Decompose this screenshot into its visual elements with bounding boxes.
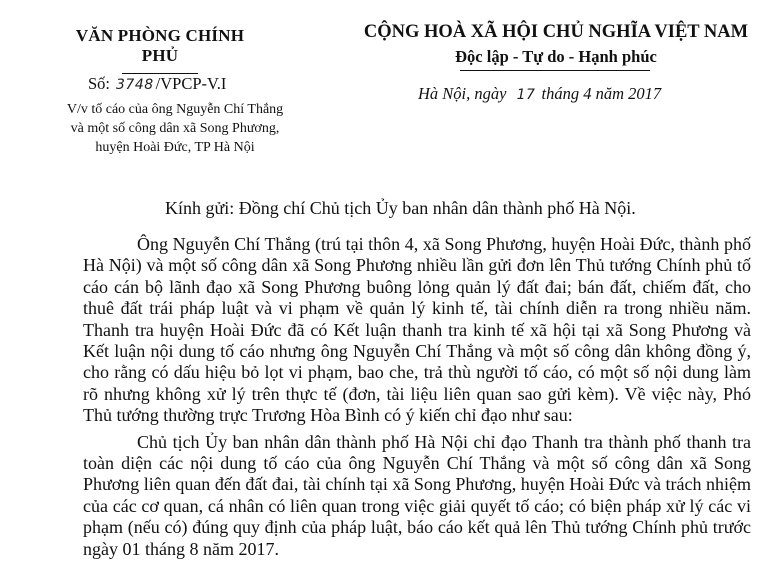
body-paragraph: Ông Nguyễn Chí Thắng (trú tại thôn 4, xã Song Phương, huyện Hoài Đức, thành phố Hà Nội) và một số công dân xã Song Phương nhiều lần gửi đơn lên Thủ tướng Chính phủ tố cáo cán bộ lãnh đạo xã Song Phương buông lỏng quản lý đất đai; bán đất, chiếm đất, cho thuê đất trái pháp luật và vi phạm về quản lý kinh tế, tài chính diễn ra trong nhiều năm. Thanh tra huyện Hoài Đức đã có Kết luận thanh tra kinh tế xã hội tại xã Song Phương và Kết luận nội dung tố cáo nhưng ông Nguyễn Chí Thắng và một số công dân không đồng ý, cho rằng có dấu hiệu bỏ lọt vi phạm, bao che, trả thù người tố cáo, có một số nội dung làm rõ nhưng không xử lý trên thực tế (đơn, tài liệu liên quan sao gửi kèm). Về việc này, Phó Thủ tướng thường trực Trương Hòa Bình có ý kiến chỉ đạo như sau: — [83, 234, 751, 426]
document-subject — [25, 100, 325, 157]
body-paragraph: Chủ tịch Ủy ban nhân dân thành phố Hà Nội chỉ đạo Thanh tra thành phố thanh tra toàn diện các nội dung tố cáo của ông Nguyễn Chí Thắng và một số công dân xã Song Phương liên quan đến đất đai, tài chính tại xã Song Phương, huyện Hoài Đức và trách nhiệm của các cơ quan, cá nhân có liên quan trong việc giải quyết tố cáo; có biện pháp xử lý các vi phạm (nếu có) đúng quy định của pháp luật, báo cáo kết quả lên Thủ tướng Chính phủ trước ngày 01 tháng 8 năm 2017. — [83, 431, 751, 559]
national-title: CỘNG HOÀ XÃ HỘI CHỦ NGHĨA VIỆT NAM — [363, 22, 749, 42]
document-number-suffix: /VPCP-V.I — [155, 74, 227, 93]
document-number-handwritten: 3748 — [116, 77, 154, 93]
document-number-prefix: Số: — [88, 74, 111, 93]
issue-date-suffix: tháng 4 năm 2017 — [541, 84, 662, 103]
issuing-organization: VĂN PHÒNG CHÍNH PHỦ — [60, 26, 260, 74]
national-motto: Độc lập - Tự do - Hạnh phúc — [455, 47, 657, 66]
document-body — [83, 234, 751, 565]
document-number — [88, 74, 226, 94]
subject-line: và một số công dân xã Song Phương, — [70, 121, 280, 136]
issue-date-prefix: Hà Nội, ngày — [418, 84, 507, 103]
subject-line: huyện Hoài Đức, TP Hà Nội — [95, 140, 255, 155]
issue-date-day-handwritten: 17 — [516, 87, 536, 103]
motto-underline — [460, 70, 650, 71]
issue-date — [418, 84, 661, 104]
recipient-line: Kính gửi: Đồng chí Chủ tịch Ủy ban nhân dân thành phố Hà Nội. — [165, 198, 636, 218]
subject-line: V/v tố cáo của ông Nguyễn Chí Thắng — [66, 102, 284, 117]
